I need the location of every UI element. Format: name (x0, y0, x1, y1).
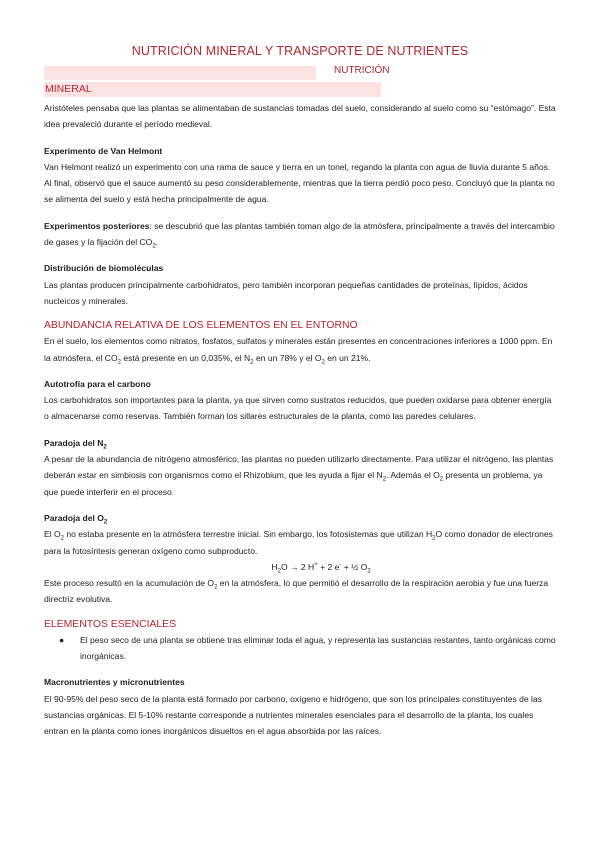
paradoja-o2-heading (44, 510, 558, 526)
subscript: 2 (277, 568, 281, 575)
abundancia-t4: en un 21%. (324, 352, 371, 363)
superscript: - (339, 561, 342, 568)
posteriores-paragraph (44, 218, 558, 251)
macro-text: El 90-95% del peso seco de la planta está formado por carbono, oxígeno e hidrógeno, que son los principales constituyentes de las sustancias orgánicas. El 5-10% restante corresponde a nutrientes minerales esenciales para el desarrollo de la planta, los cuales entran en la planta como iones inorgánicos disueltos en el agua absorbida por las raíces. (44, 693, 542, 737)
mineral-heading: MINERAL (44, 82, 381, 97)
superscript: + (314, 561, 318, 568)
formula-part: + 2 e (317, 561, 340, 572)
paradoja-o2-conclusion (44, 575, 558, 608)
document-title: NUTRICIÓN MINERAL Y TRANSPORTE DE NUTRIENTES (131, 44, 469, 58)
autotrofia-text: Los carbohidratos son importantes para la planta, ya que sirven como sustratos reducidos, que pueden oxidarse para obtener energía o almacenarse como reservas. También forman los sillares estructurales de la planta, como las paredes celulares. (44, 395, 552, 422)
list-item (44, 632, 558, 665)
paradoja-n2-text (44, 451, 558, 500)
esenciales-list (44, 632, 558, 665)
subscript: 2 (214, 584, 218, 591)
paradoja-o2-t5: en la atmósfera, lo que permitió el desarrollo de la respiración aerobia y fue una fuerza directriz evolutiva. (44, 578, 549, 605)
list-item-text: El peso seco de una planta se obtiene tras eliminar toda el agua, y representa las sustancias restantes, tanto orgánicas como inorgánicas. (80, 634, 556, 662)
paradoja-o2-t2: no estaba presente en la atmósfera terrestre inicial. Sin embargo, los fotosistemas que utilizan H (63, 529, 433, 540)
subscript: 2 (250, 359, 254, 366)
paradoja-n2-t2: . Además el O (386, 470, 440, 481)
subscript: 2 (367, 568, 371, 575)
abundancia-t3: en un 78% y el O (253, 352, 322, 363)
paradoja-n2-t3: presenta un problema, ya que puede interferir en el proceso. (44, 470, 543, 497)
subscript: 2 (117, 359, 121, 366)
abundancia-text (44, 333, 558, 366)
paradoja-o2-t3: O como donador de electrones para la fotosíntesis generan oxígeno como subproducto. (44, 529, 553, 556)
section-label: NUTRICIÓN (334, 65, 390, 76)
posteriores-text-end: . (155, 237, 159, 248)
subscript: 2 (432, 535, 436, 542)
formula-part: H (271, 561, 278, 572)
van-helmont-text: Van Helmont realizó un experimento con una rama de sauce y tierra en un tonel, regando la planta con agua de lluvia durante 5 años. Al final, observó que el sauce aumentó su peso considerablemente, mientras que la tierra perdió poco peso. Concluyó que la planta no se alimenta del suelo y está hecha principalmente de agua. (44, 161, 555, 205)
biomoleculas-heading: Distribución de biomoléculas (44, 263, 164, 274)
subscript: 2 (103, 519, 108, 526)
abundancia-heading: ABUNDANCIA RELATIVA DE LOS ELEMENTOS EN EL ENTORNO (44, 320, 358, 332)
paradoja-n2-t1: A pesar de la abundancia de nitrógeno atmosférico, las plantas no pueden utilizarlo directamente. Para utilizar el nitrógeno, las plantas deberán estar en simbiosis con organismos como el Rhizobium, que les ayuda a fijar el N (44, 454, 554, 481)
reaction-formula (44, 559, 558, 575)
subscript: 2 (382, 477, 387, 484)
subscript: 2 (321, 359, 325, 366)
formula-part: + ½ O (341, 561, 368, 572)
subscript: 2 (439, 477, 444, 484)
bullet-icon: ● (59, 634, 65, 645)
subscript: 2 (152, 243, 156, 250)
subscript: 2 (60, 535, 64, 542)
van-helmont-heading: Experimento de Van Helmont (44, 145, 163, 156)
autotrofia-heading: Autotrofía para el carbono (44, 378, 151, 389)
paradoja-n2-heading-text: Paradoja del N (44, 437, 104, 448)
section-band (44, 65, 556, 81)
paradoja-o2-heading-text: Paradoja del O (44, 512, 104, 523)
paradoja-o2-text (44, 526, 558, 559)
formula-part: O → 2 H (280, 561, 315, 572)
abundancia-t1: En el suelo, los elementos como nitratos, fosfatos, sulfatos y minerales están presentes en concentraciones inferiores a 1000 ppm. En la atmósfera, el CO (44, 336, 553, 363)
paradoja-n2-heading (44, 435, 558, 451)
document-body (44, 100, 558, 740)
biomoleculas-text: Las plantas producen principalmente carbohidratos, pero también incorporan pequeñas cantidades de proteínas, lípidos, ácidos nucleicos y minerales. (44, 279, 528, 306)
intro-paragraph: Aristóteles pensaba que las plantas se alimentaban de sustancias tomadas del suelo, considerando al suelo como su “estómago”. Esta idea prevaleció durante el período medieval. (44, 103, 556, 130)
abundancia-t2: está presente en un 0,035%, el N (120, 352, 251, 363)
subscript: 2 (103, 444, 107, 451)
macro-heading: Macronutrientes y micronutrientes (44, 677, 185, 688)
highlight-band (44, 66, 316, 80)
posteriores-heading: Experimentos posteriores (44, 220, 150, 231)
posteriores-text: : se descubrió que las plantas también toman algo de la atmósfera, principalmente a través del intercambio de gases y la fijación del CO (44, 220, 555, 248)
esenciales-heading: ELEMENTOS ESENCIALES (44, 618, 177, 630)
paradoja-o2-t1: El O (44, 529, 61, 540)
paradoja-o2-t4: Este proceso resultó en la acumulación de O (44, 578, 215, 589)
